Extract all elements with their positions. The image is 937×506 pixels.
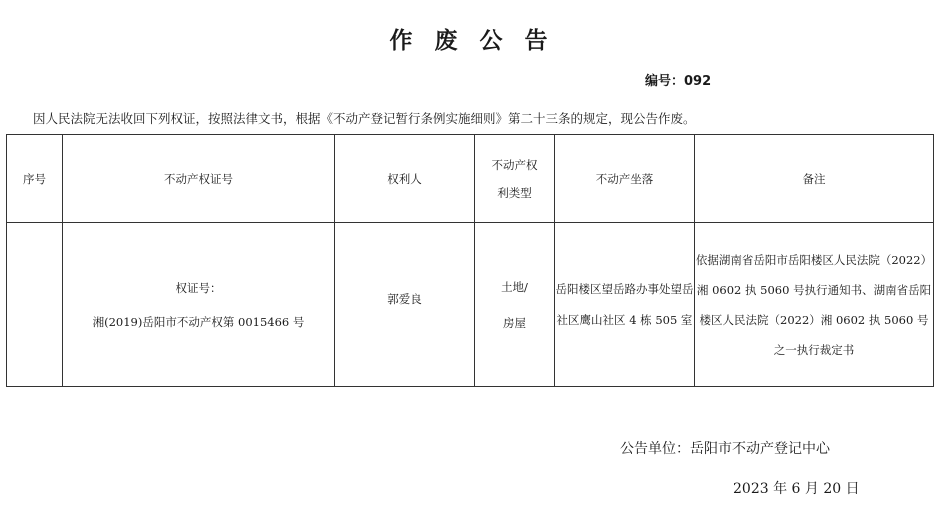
voided-certificate-table <box>6 134 934 387</box>
header-right-type <box>475 135 555 223</box>
notice-number-value: 092 <box>684 74 712 89</box>
issuing-organization <box>620 438 830 458</box>
cert-value: 湘(2019)岳阳市不动产权第 0015466 号 <box>92 314 305 329</box>
cert-label: 权证号： <box>175 280 222 295</box>
notice-title: 作废公告 <box>389 28 570 54</box>
cell-location: 岳阳楼区望岳路办事处望岳社区鹰山社区 4 栋 505 室 <box>555 223 695 387</box>
notice-intro: 因人民法院无法收回下列权证，按照法律文书，根据《不动产登记暂行条例实施细则》第二十三条的规定，现公告作废。 <box>33 111 696 126</box>
header-location: 不动产坐落 <box>555 135 695 223</box>
notice-number <box>645 70 711 89</box>
cell-seq <box>7 223 63 387</box>
header-right-type-line1: 不动产权 <box>491 157 538 172</box>
table-row <box>7 223 934 387</box>
header-remarks: 备注 <box>695 135 934 223</box>
org-name: 岳阳市不动产登记中心 <box>690 441 830 457</box>
table-header-row <box>7 135 934 223</box>
header-seq: 序号 <box>7 135 63 223</box>
header-cert-no: 不动产权证号 <box>63 135 335 223</box>
cell-owner: 郭爱良 <box>335 223 475 387</box>
cell-right-type <box>475 223 555 387</box>
right-type-line2: 房屋 <box>503 315 526 330</box>
header-owner: 权利人 <box>335 135 475 223</box>
notice-number-label: 编号： <box>645 74 685 89</box>
notice-date: 2023 年 6 月 20 日 <box>733 481 860 497</box>
cell-remarks: 依据湖南省岳阳市岳阳楼区人民法院（2022）湘 0602 执 5060 号执行通知书、湖南省岳阳楼区人民法院（2022）湘 0602 执 5060 号之一执行裁定书 <box>695 223 934 387</box>
header-right-type-line2: 利类型 <box>497 185 532 200</box>
right-type-line1: 土地/ <box>501 279 528 294</box>
org-label: 公告单位： <box>620 441 690 457</box>
cell-cert-no <box>63 223 335 387</box>
